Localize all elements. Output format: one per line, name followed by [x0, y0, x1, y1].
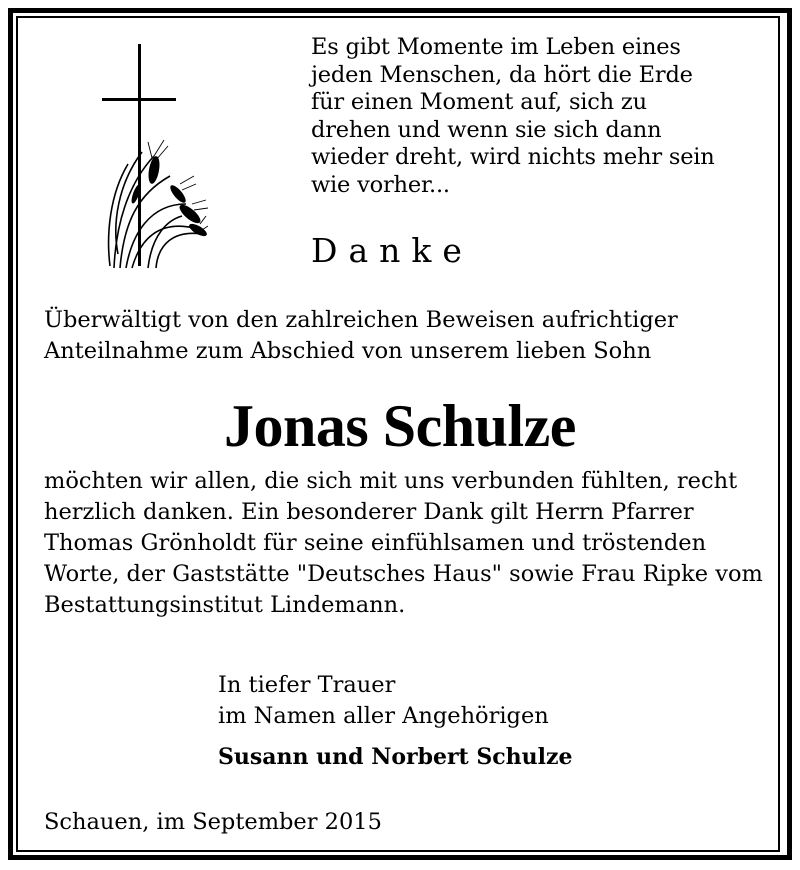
signers: Susann und Norbert Schulze — [218, 744, 573, 770]
quote-line: wieder dreht, wird nichts mehr sein — [311, 144, 715, 171]
cross-with-wheat-icon — [98, 44, 208, 272]
quote-text — [311, 34, 733, 200]
deceased-name: Jonas Schulze — [224, 393, 576, 459]
body-line: Thomas Grönholdt für seine einfühlsamen und tröstenden — [44, 530, 707, 556]
heading-danke: Danke — [311, 231, 473, 270]
body-line: Worte, der Gaststätte "Deutsches Haus" sowie Frau Ripke vom — [44, 561, 763, 587]
closing-line: im Namen aller Angehörigen — [218, 703, 549, 729]
body-text — [44, 466, 768, 621]
body-line: möchten wir allen, die sich mit uns verbunden fühlten, recht — [44, 468, 738, 494]
quote-line: drehen und wenn sie sich dann — [311, 116, 662, 143]
intro-line: Anteilnahme zum Abschied von unserem lieben Sohn — [44, 338, 652, 364]
place-date: Schauen, im September 2015 — [44, 809, 382, 835]
intro-text — [44, 305, 768, 367]
body-line: Bestattungsinstitut Lindemann. — [44, 592, 406, 618]
quote-line: wie vorher... — [311, 171, 450, 198]
quote-line: jeden Menschen, da hört die Erde — [311, 61, 693, 88]
quote-line: für einen Moment auf, sich zu — [311, 89, 647, 116]
intro-line: Überwältigt von den zahlreichen Beweisen aufrichtiger — [44, 307, 678, 333]
body-line: herzlich danken. Ein besonderer Dank gilt Herrn Pfarrer — [44, 499, 694, 525]
closing-text — [218, 670, 549, 732]
closing-line: In tiefer Trauer — [218, 672, 396, 698]
quote-line: Es gibt Momente im Leben eines — [311, 34, 681, 60]
